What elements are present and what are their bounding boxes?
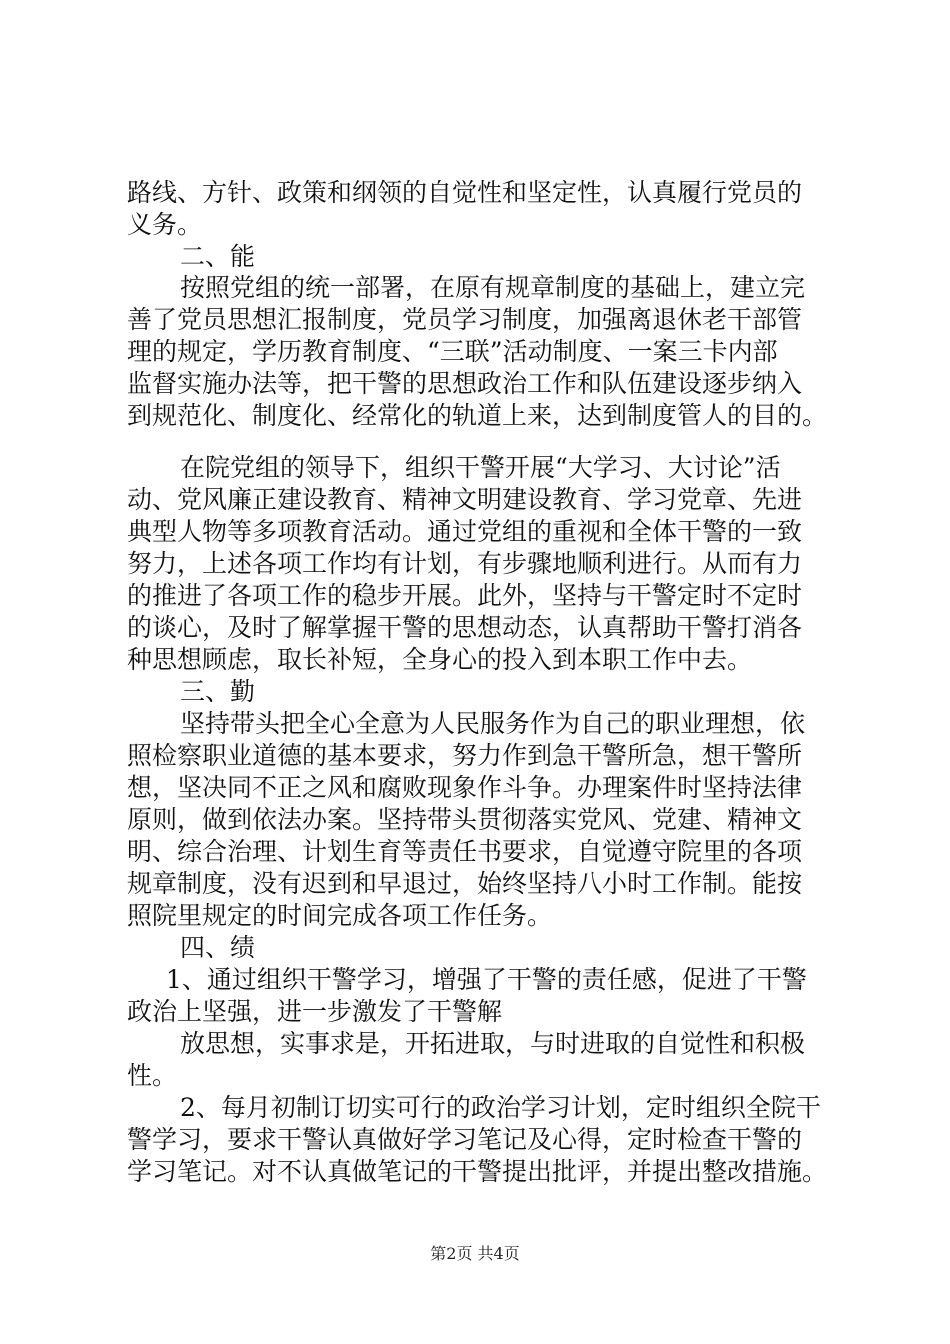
section-heading: 三、勤 [180,677,256,706]
text-line: 1、通过组织干警学习，增强了干警的责任感，促进了干警 [166,965,807,994]
section-heading: 二、能 [180,242,256,271]
text-line: 2、每月初制订切实可行的政治学习计划，定时组织全院干 [180,1093,821,1122]
text-line: 学习笔记。对不认真做笔记的干警提出批评，并提出整改措施。 [127,1157,828,1186]
text-line: 路线、方针、政策和纲领的自觉性和坚定性，认真履行党员的 [127,178,803,207]
text-line: 善了党员思想汇报制度，党员学习制度，加强离退休老干部管 [127,305,803,334]
text-line: 照检察职业道德的基本要求，努力作到急干警所急，想干警所 [127,741,803,770]
text-line: 想，坚决同不正之风和腐败现象作斗争。办理案件时坚持法律 [127,773,803,802]
text-line: 警学习，要求干警认真做好学习笔记及心得，定时检查干警的 [127,1125,803,1154]
text-line: 种思想顾虑，取长补短，全身心的投入到本职工作中去。 [127,645,753,674]
text-line: 规章制度，没有迟到和早退过，始终坚持八小时工作制。能按 [127,869,803,898]
text-line: 政治上坚强，进一步激发了干警解 [127,997,503,1026]
text-line: 到规范化、制度化、经常化的轨道上来，达到制度管人的目的。 [127,401,828,430]
text-line: 理的规定，学历教育制度、“三联”活动制度、一案三卡内部 [127,337,778,366]
text-line: 照院里规定的时间完成各项工作任务。 [127,901,553,930]
text-line: 的谈心，及时了解掌握干警的思想动态，认真帮助干警打消各 [127,613,803,642]
text-line: 义务。 [127,210,203,239]
text-line: 监督实施办法等，把干警的思想政治工作和队伍建设逐步纳入 [127,369,803,398]
text-line: 典型人物等多项教育活动。通过党组的重视和全体干警的一致 [127,517,803,546]
text-line: 动、党风廉正建设教育、精神文明建设教育、学习党章、先进 [127,485,803,514]
text-line: 放思想，实事求是，开拓进取，与时进取的自觉性和积极 [180,1029,806,1058]
text-line: 原则，做到依法办案。坚持带头贯彻落实党风、党建、精神文 [127,805,803,834]
text-line: 在院党组的领导下，组织干警开展“大学习、大讨论”活 [180,453,781,482]
text-line: 的推进了各项工作的稳步开展。此外，坚持与干警定时不定时 [127,581,803,610]
section-heading: 四、绩 [180,933,256,962]
text-line: 性。 [127,1061,178,1090]
text-line: 坚持带头把全心全意为人民服务作为自己的职业理想，依 [180,709,806,738]
text-line: 按照党组的统一部署，在原有规章制度的基础上，建立完 [180,273,806,302]
page-number: 第2页 共4页 [430,1244,520,1263]
text-line: 明、综合治理、计划生育等责任书要求，自觉遵守院里的各项 [127,837,803,866]
text-line: 努力，上述各项工作均有计划，有步骤地顺利进行。从而有力 [127,549,803,578]
